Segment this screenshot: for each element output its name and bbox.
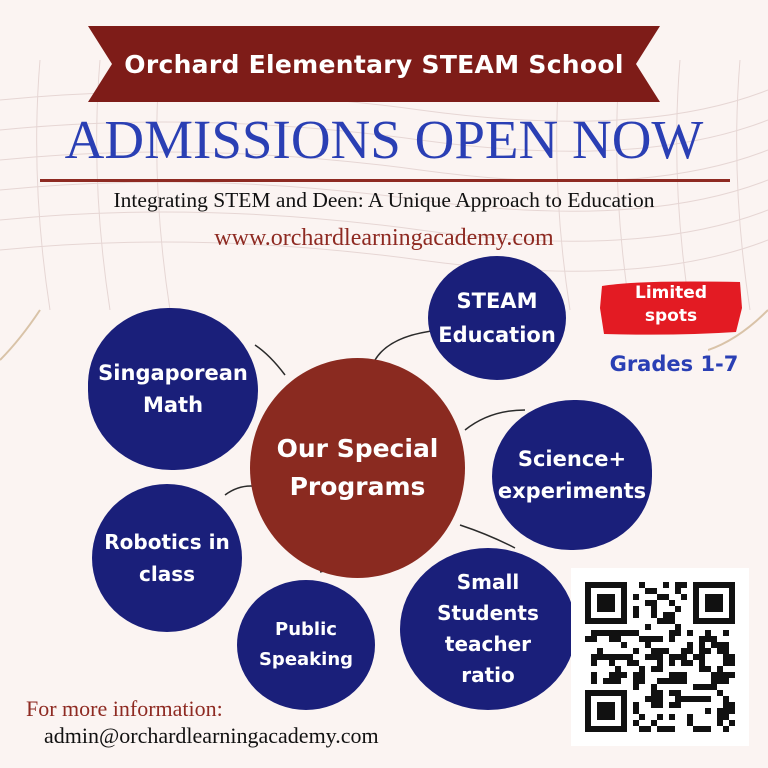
limited-spots-label: Limited spots [634, 283, 708, 326]
info-label: For more information: [26, 696, 223, 721]
program-singaporean-math: Singaporean Math [88, 308, 258, 470]
tagline: Integrating STEM and Deen: A Unique Approach to Education [113, 188, 655, 212]
program-public-speaking: Public Speaking [237, 580, 375, 710]
grades-label: Grades 1-7 [609, 352, 739, 376]
school-name: Orchard Elementary STEAM School [124, 49, 624, 79]
qr-code-icon [571, 568, 749, 746]
qr-code[interactable] [571, 568, 749, 746]
contact-email[interactable]: admin@orchardlearningacademy.com [44, 723, 379, 748]
program-steam-education: STEAM Education [428, 256, 566, 380]
program-robotics-in-class: Robotics in class [92, 484, 242, 632]
center-bubble-our-special-programs: Our Special Programs [250, 358, 465, 578]
program-science-experiments: Science+ experiments [492, 400, 652, 550]
headline: ADMISSIONS OPEN NOW [64, 109, 704, 170]
website-link[interactable]: www.orchardlearningacademy.com [214, 225, 554, 251]
program-small-student-teacher-ratio: Small Students teacher ratio [400, 548, 576, 710]
